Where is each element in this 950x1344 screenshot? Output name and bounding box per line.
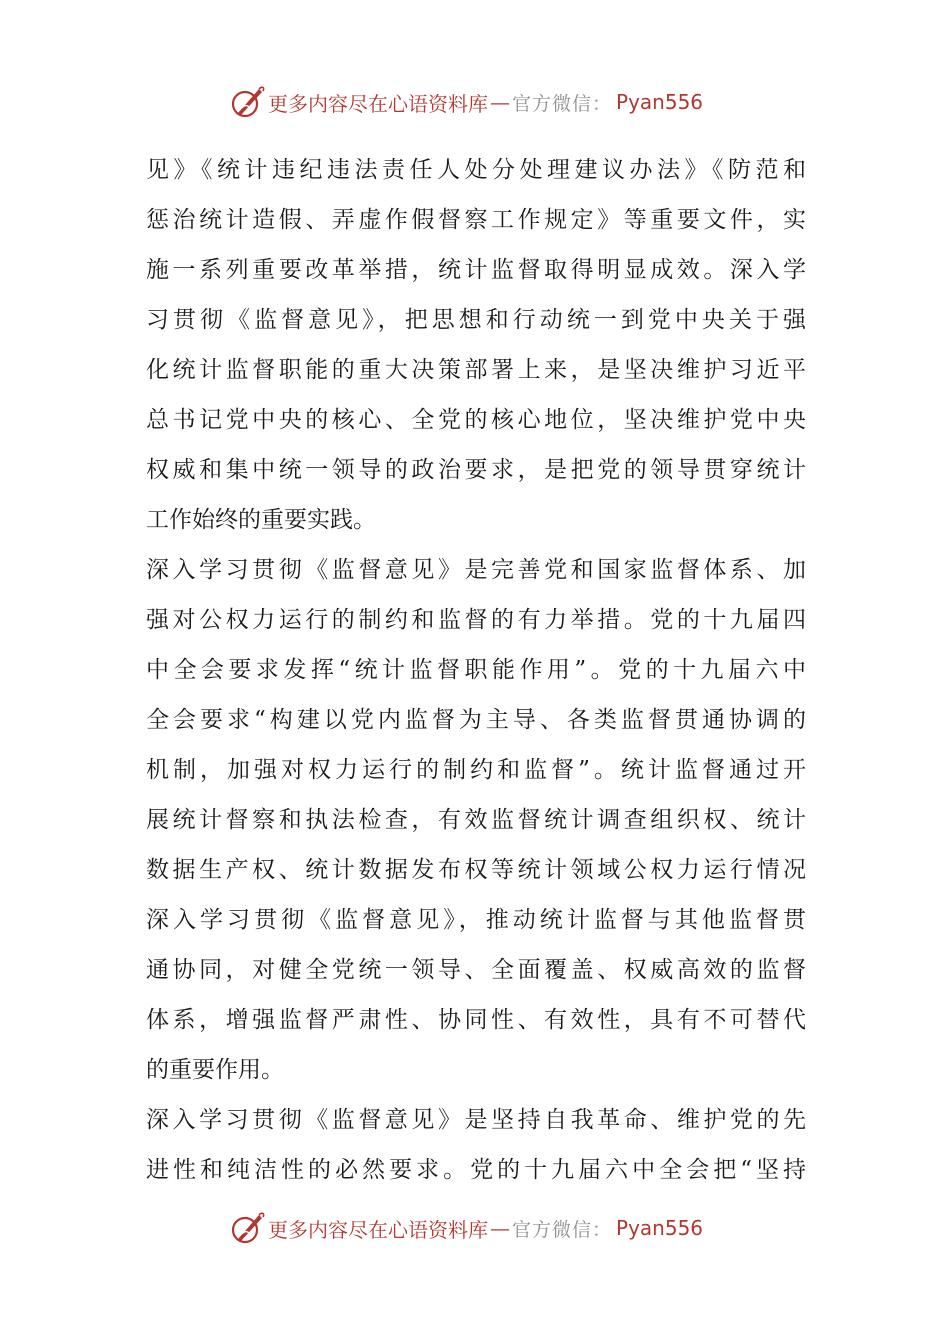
banner-wechat-handle: Pyan556: [616, 1216, 704, 1240]
text-line: 工作始终的重要实践。: [146, 507, 376, 533]
text-line: 总书记党中央的核心、全党的核心地位，坚决维护党中央: [146, 407, 806, 433]
text-line: 见》《统计违纪违法责任人处分处理建议办法》《防范和: [146, 157, 806, 183]
text-line: 深入学习贯彻《监督意见》是完善党和国家监督体系、加: [146, 557, 806, 583]
banner-official-label: 官方微信：: [512, 92, 613, 115]
header-banner: [228, 82, 748, 122]
text-line: 进性和纯洁性的必然要求。党的十九届六中全会把“坚持: [146, 1157, 806, 1183]
text-line: 通协同，对健全党统一领导、全面覆盖、权威高效的监督: [146, 957, 806, 983]
quill-pen-circle-icon: [228, 1209, 266, 1247]
quill-pen-circle-icon: [228, 83, 266, 121]
text-line: 深入学习贯彻《监督意见》是坚持自我革命、维护党的先: [146, 1107, 806, 1133]
banner-brand-text: 更多内容尽在心语资料库: [268, 91, 488, 116]
text-line: 中全会要求发挥“统计监督职能作用”。党的十九届六中: [146, 657, 806, 683]
text-line: 施一系列重要改革举措，统计监督取得明显成效。深入学: [146, 257, 806, 283]
document-body: [146, 145, 806, 1195]
text-line: 深入学习贯彻《监督意见》，推动统计监督与其他监督贯: [146, 907, 806, 933]
text-line: 化统计监督职能的重大决策部署上来，是坚决维护习近平: [146, 357, 806, 383]
text-line: 习贯彻《监督意见》，把思想和行动统一到党中央关于强: [146, 307, 806, 333]
text-line: 数据生产权、统计数据发布权等统计领域公权力运行情况: [146, 857, 806, 883]
text-line: 权威和集中统一领导的政治要求，是把党的领导贯穿统计: [146, 457, 806, 483]
banner-wechat-handle: Pyan556: [616, 90, 704, 114]
banner-official-label: 官方微信：: [512, 1218, 613, 1241]
banner-dash: —: [490, 90, 510, 114]
text-line: 强对公权力运行的制约和监督的有力举措。党的十九届四: [146, 607, 806, 633]
text-line: 展统计督察和执法检查，有效监督统计调查组织权、统计: [146, 807, 806, 833]
footer-banner: [228, 1208, 748, 1248]
text-line: 全会要求“构建以党内监督为主导、各类监督贯通协调的: [146, 707, 806, 733]
banner-brand-text: 更多内容尽在心语资料库: [268, 1217, 488, 1242]
text-line: 机制，加强对权力运行的制约和监督”。统计监督通过开: [146, 757, 806, 783]
banner-dash: —: [490, 1216, 510, 1240]
text-line: 惩治统计造假、弄虚作假督察工作规定》等重要文件，实: [146, 207, 806, 233]
text-line: 体系，增强监督严肃性、协同性、有效性，具有不可替代: [146, 1007, 806, 1033]
text-line: 的重要作用。: [146, 1057, 284, 1083]
